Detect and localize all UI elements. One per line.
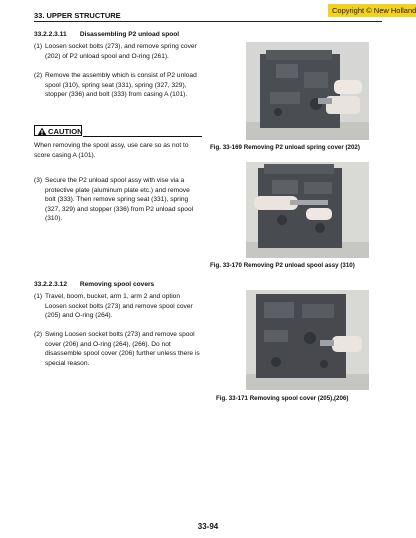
step-number: (2) — [34, 72, 43, 79]
header-divider — [34, 21, 382, 22]
figure-photo-1 — [246, 42, 369, 140]
section-title: Removing spool covers — [79, 281, 155, 288]
step-text: Swing Loosen socket bolts (273) and remove spool cover (206) and O-ring (264), (266). Do not disassemble spool cover (206) further unless there is special reason. — [45, 331, 200, 367]
valve-casting-photo — [246, 162, 369, 258]
section-heading-2 — [34, 281, 154, 288]
caution-text: When removing the spool assy, use care so as not to score casing A (101). — [34, 142, 189, 159]
step-1-1 — [34, 42, 202, 61]
step-number: (1) — [34, 43, 43, 50]
step-text: Travel, boom, bucket, arm 1, arm 2 and option Loosen socket bolts (273) and remove spool cover (205) and O-ring (264). — [45, 293, 193, 320]
copyright-badge: Copyright © New Holland — [328, 4, 416, 17]
step-1-3 — [34, 176, 202, 224]
step-text: Loosen socket bolts (273), and remove spring cover (202) of P2 unload spool and O-ring (261). — [45, 43, 197, 60]
figure-caption-2: Fig. 33-170 Removing P2 unload spool assy (310) — [210, 262, 355, 269]
step-1-2 — [34, 71, 202, 100]
page-number: 33-94 — [197, 522, 219, 531]
figure-photo-3 — [246, 290, 369, 390]
step-text: Remove the assembly which is consist of P2 unload spool (310), spring seat (331), spring (327, 329), stopper (336) and bolt (333) from casing A (101). — [45, 72, 197, 99]
section-number: 33.2.2.3.12 — [34, 281, 67, 288]
step-2-2 — [34, 330, 202, 368]
step-text: Secure the P2 unload spool assy with vise via a protective plate (aluminum plate etc.) and remove bolt (333). Then remove spring seat (331), spring (327, 329) and stopper (336) from P2 unload spool (310). — [45, 177, 194, 223]
valve-casting-photo — [246, 290, 369, 390]
step-number: (1) — [34, 293, 43, 300]
step-2-1 — [34, 292, 202, 321]
figure-caption-3: Fig. 33-171 Removing spool cover (205),(206) — [216, 395, 349, 402]
section-number: 33.2.2.3.11 — [34, 31, 67, 38]
caution-box — [34, 124, 202, 139]
caution-divider — [83, 136, 202, 137]
valve-casting-photo — [246, 42, 369, 140]
section-header: 33. UPPER STRUCTURE — [34, 11, 121, 20]
caution-label: CAUTION — [48, 127, 83, 136]
figure-photo-2 — [246, 162, 369, 258]
step-number: (2) — [34, 331, 43, 338]
section-heading-1 — [34, 31, 179, 38]
figure-caption-1: Fig. 33-169 Removing P2 unload spring cover (202) — [210, 144, 360, 151]
caution-badge — [34, 125, 82, 136]
section-title: Disassembling P2 unload spool — [79, 31, 180, 38]
warning-triangle-icon — [37, 127, 47, 136]
step-number: (3) — [34, 177, 43, 184]
